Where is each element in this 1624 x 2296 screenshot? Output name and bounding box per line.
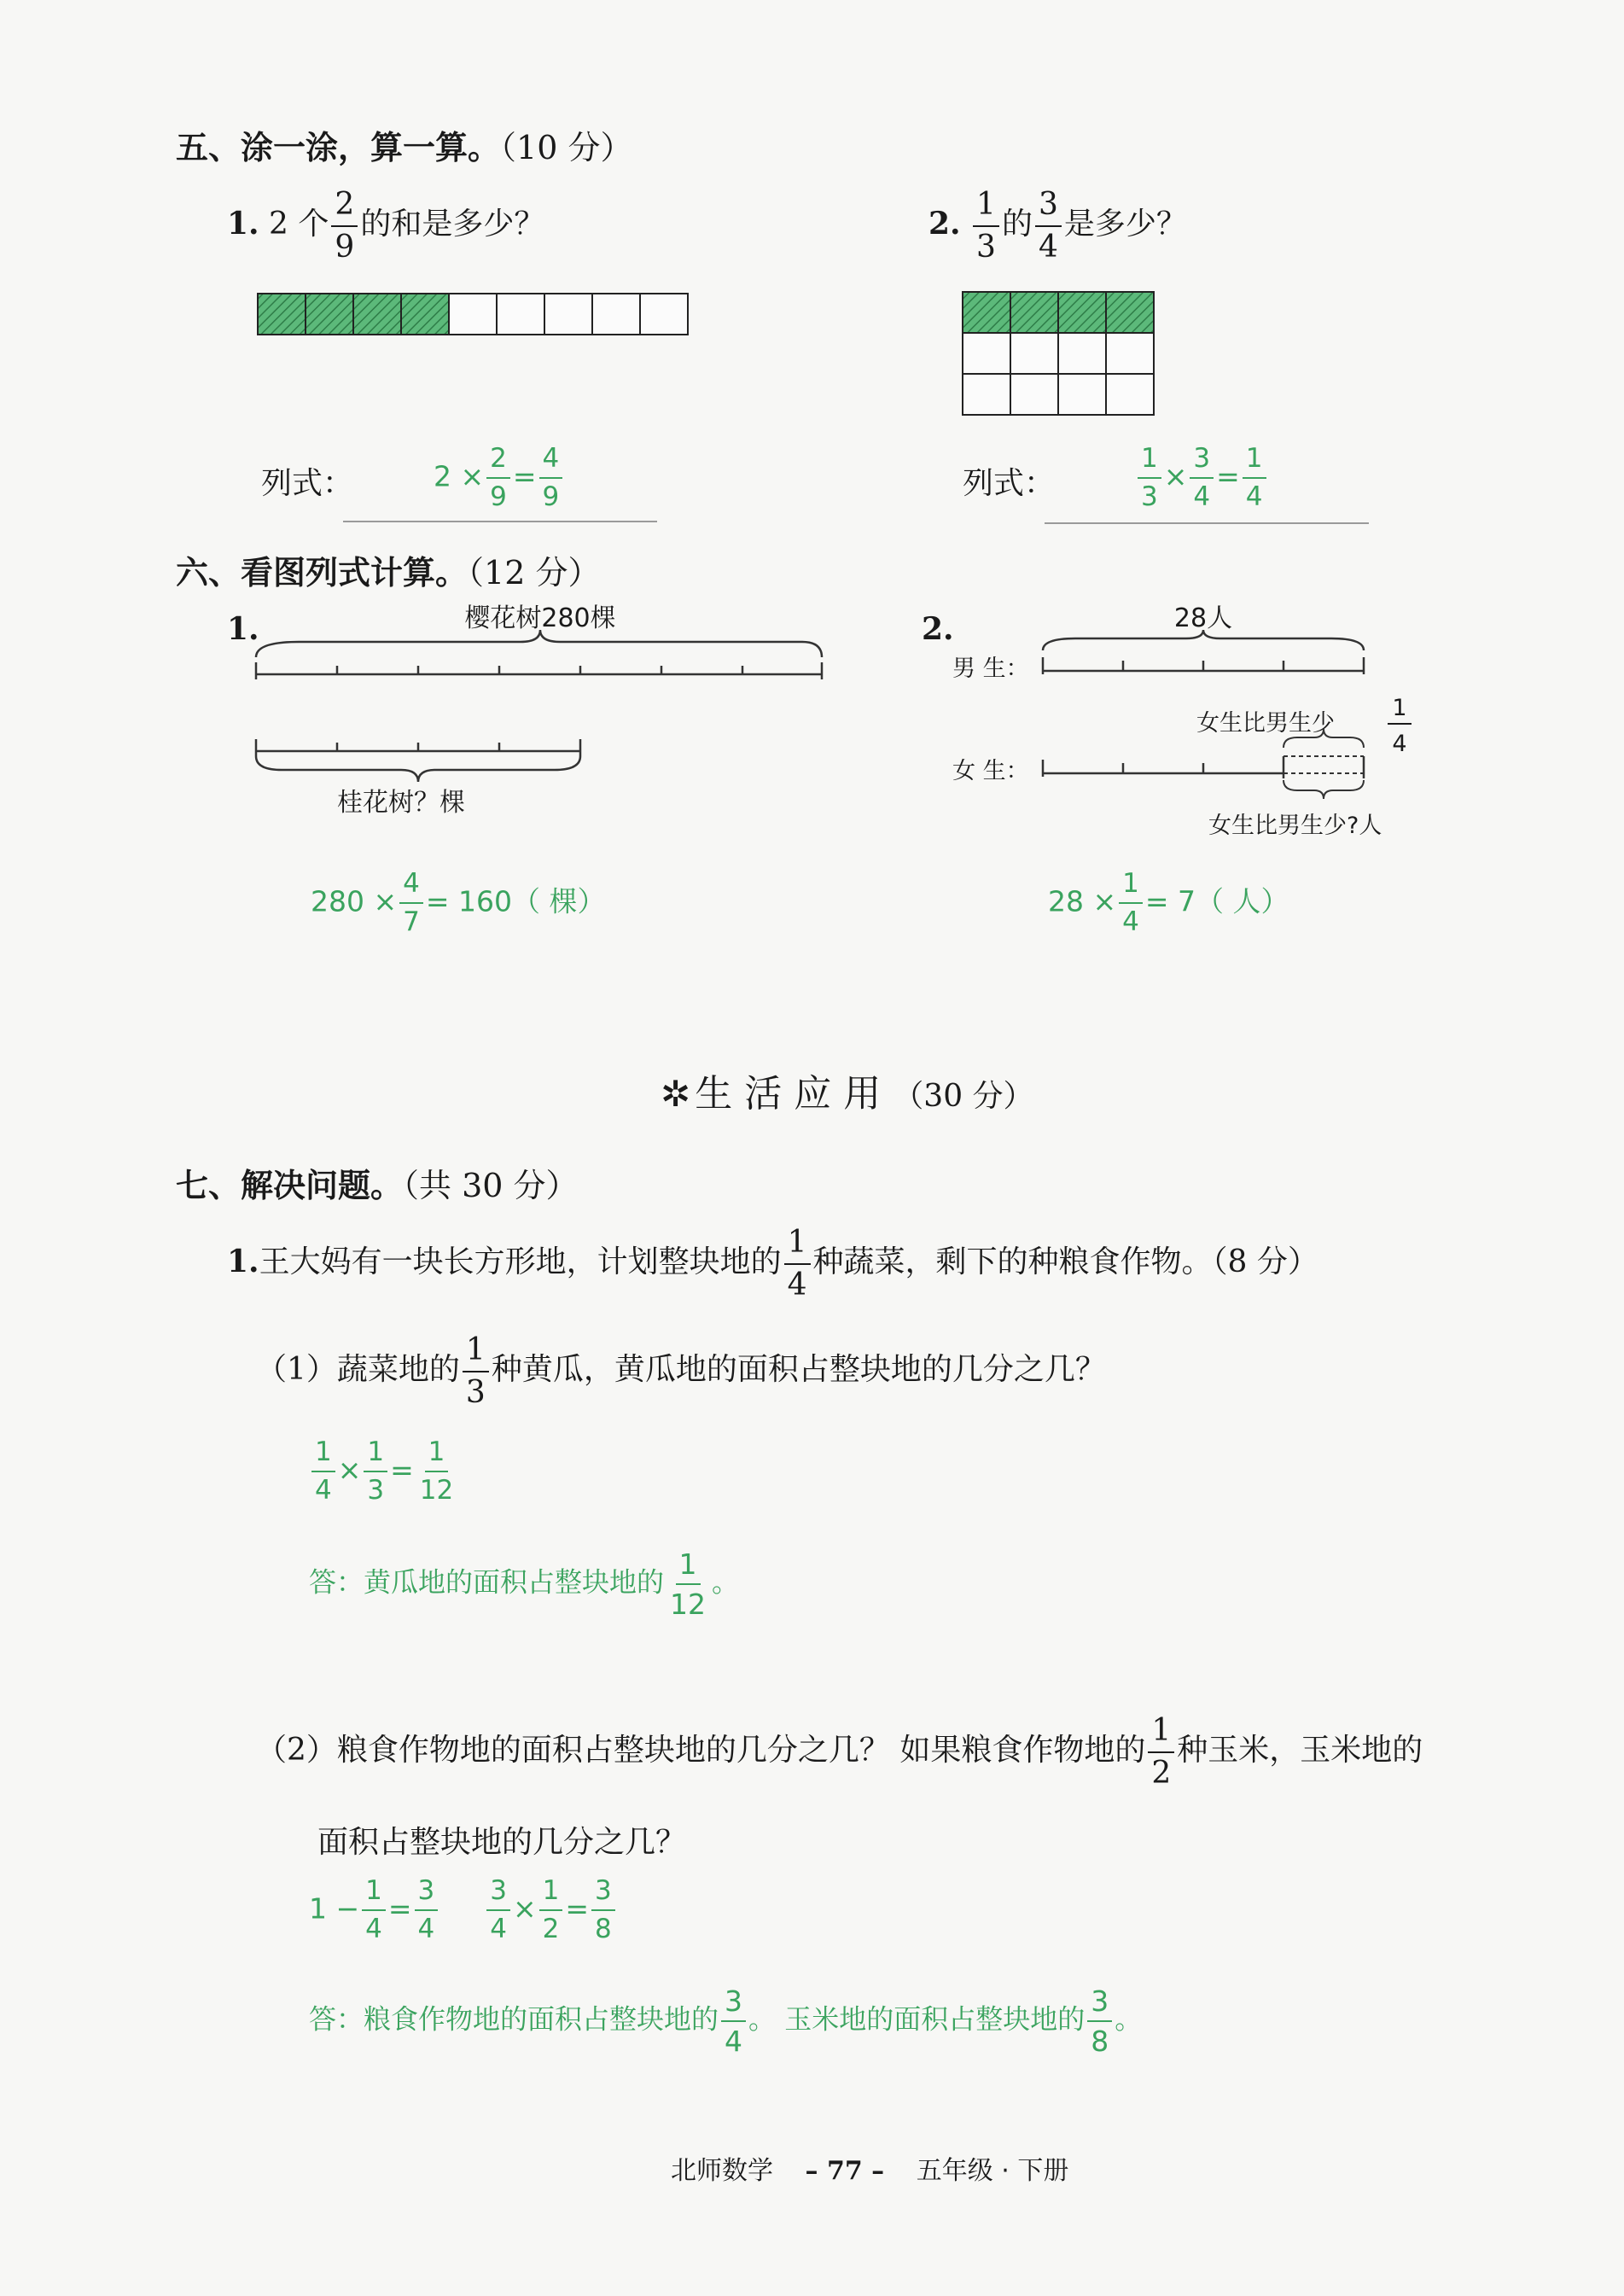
shaded-cell: [1010, 292, 1058, 333]
shaded-cell: [258, 294, 306, 335]
s6-q1-answer: 280 × $\frac{4}{7}$ = 160（ 棵）: [311, 868, 606, 937]
s6-q2-note-text: 女生比男生少: [1196, 710, 1335, 737]
shaded-cell: [306, 294, 353, 335]
s5-q1-text: 1. 2 个 $\frac{2}{9}$ 的和是多少？: [227, 187, 545, 265]
s7-sub2-calc: 1 − $\frac{1}{4}$ = $\frac{3}{4}$ $\frac{3}{4}$ × $\frac{1}{2}$ = $\frac{3}{8}$: [309, 1878, 618, 1943]
empty-cell: [1010, 333, 1058, 374]
s7-q1-sub2-line2: 面积占整块地的几分之几？: [317, 1825, 687, 1860]
s7-sub2-answer: 答：粮食作物地的面积占整块地的 $\frac{3}{4}$ 。 玉米地的面积占整块地的 $\frac{3}{8}$ 。: [309, 1984, 1143, 2058]
empty-cell: [1106, 333, 1154, 374]
s6-q1-bottom-label: 桂花树？棵: [337, 788, 465, 818]
s7-sub1-answer: 答：黄瓜地的面积占整块地的 $\frac{1}{12}$ 。: [309, 1547, 740, 1621]
section-heading: ✲ 生活应用（30 分）: [661, 1072, 1034, 1116]
s6-q2-answer: 28 × $\frac{1}{4}$ = 7（ 人）: [1048, 868, 1289, 937]
s5-q2-grid: [961, 290, 1166, 420]
empty-cell: [544, 294, 592, 335]
s5-q2-answer: $\frac{1}{3}$ × $\frac{3}{4}$ = $\frac{1}{4}$: [1135, 446, 1269, 510]
s6-q1-top-label: 樱花树280棵: [464, 603, 616, 633]
s6-q2-note2: 女生比男生少?人: [1208, 813, 1382, 839]
s6-q2-boys: 男 生：: [952, 656, 1029, 682]
shaded-cell: [1058, 292, 1106, 333]
empty-cell: [1010, 374, 1058, 415]
page-number: – 77 –: [805, 2156, 885, 2186]
section7-title: 七、解决问题。（共 30 分）: [176, 1167, 579, 1204]
section5-title: 五、涂一涂，算一算。（10 分）: [176, 129, 633, 166]
shaded-cell: [963, 292, 1010, 333]
s7-sub1-calc: $\frac{1}{4}$ × $\frac{1}{3}$ = $\frac{1}{12}$: [309, 1439, 459, 1504]
shaded-cell: [353, 294, 401, 335]
shaded-cell: [1106, 292, 1154, 333]
s6-q2-top-label: 28人: [1173, 603, 1233, 633]
s6-q2-note-num: 1: [1392, 695, 1407, 721]
empty-cell: [449, 294, 497, 335]
empty-cell: [1058, 374, 1106, 415]
s5-q2-line: [1045, 522, 1369, 524]
empty-cell: [497, 294, 544, 335]
empty-cell: [592, 294, 640, 335]
footer: 北师数学 – 77 – 五年级 · 下册: [671, 2156, 1069, 2186]
empty-cell: [963, 333, 1010, 374]
empty-cell: [1058, 333, 1106, 374]
shaded-cell: [401, 294, 449, 335]
s6-q1-diagram: [247, 597, 845, 828]
section6-title: 六、看图列式计算。（12 分）: [176, 554, 601, 591]
s7-q1-sub2: （2）粮食作物地的面积占整块地的几分之几？ 如果粮食作物地的 $\frac{1}{2}$ 种玉米，玉米地的: [256, 1713, 1423, 1791]
s6-q1-num: 1.: [227, 611, 259, 647]
s6-q2-diagram: [939, 597, 1451, 854]
s7-q1-text: 1.王大妈有一块长方形地，计划整块地的 $\frac{1}{4}$ 种蔬菜，剩下的种粮食作物。（8 分）: [227, 1225, 1318, 1302]
flower-icon: ✲: [661, 1073, 691, 1115]
s7-q1-sub1: （1）蔬菜地的 $\frac{1}{3}$ 种黄瓜，黄瓜地的面积占整块地的几分之几？: [256, 1332, 1106, 1410]
s6-q2-num: 2.: [922, 611, 954, 647]
s5-q1-label: 列式：: [261, 466, 354, 501]
s5-q1-answer: 2 × $\frac{2}{9}$ = $\frac{4}{9}$: [434, 446, 565, 510]
empty-cell: [1106, 374, 1154, 415]
s5-q2-text: 2. $\frac{1}{3}$ 的 $\frac{3}{4}$ 是多少？: [928, 187, 1187, 265]
s5-q1-grid: [256, 290, 700, 341]
s5-q1-line: [343, 521, 657, 522]
s6-q2-note-den: 4: [1392, 731, 1407, 757]
s5-q2-label: 列式：: [963, 466, 1056, 501]
s6-q2-girls: 女 生：: [952, 758, 1029, 784]
empty-cell: [640, 294, 688, 335]
empty-cell: [963, 374, 1010, 415]
